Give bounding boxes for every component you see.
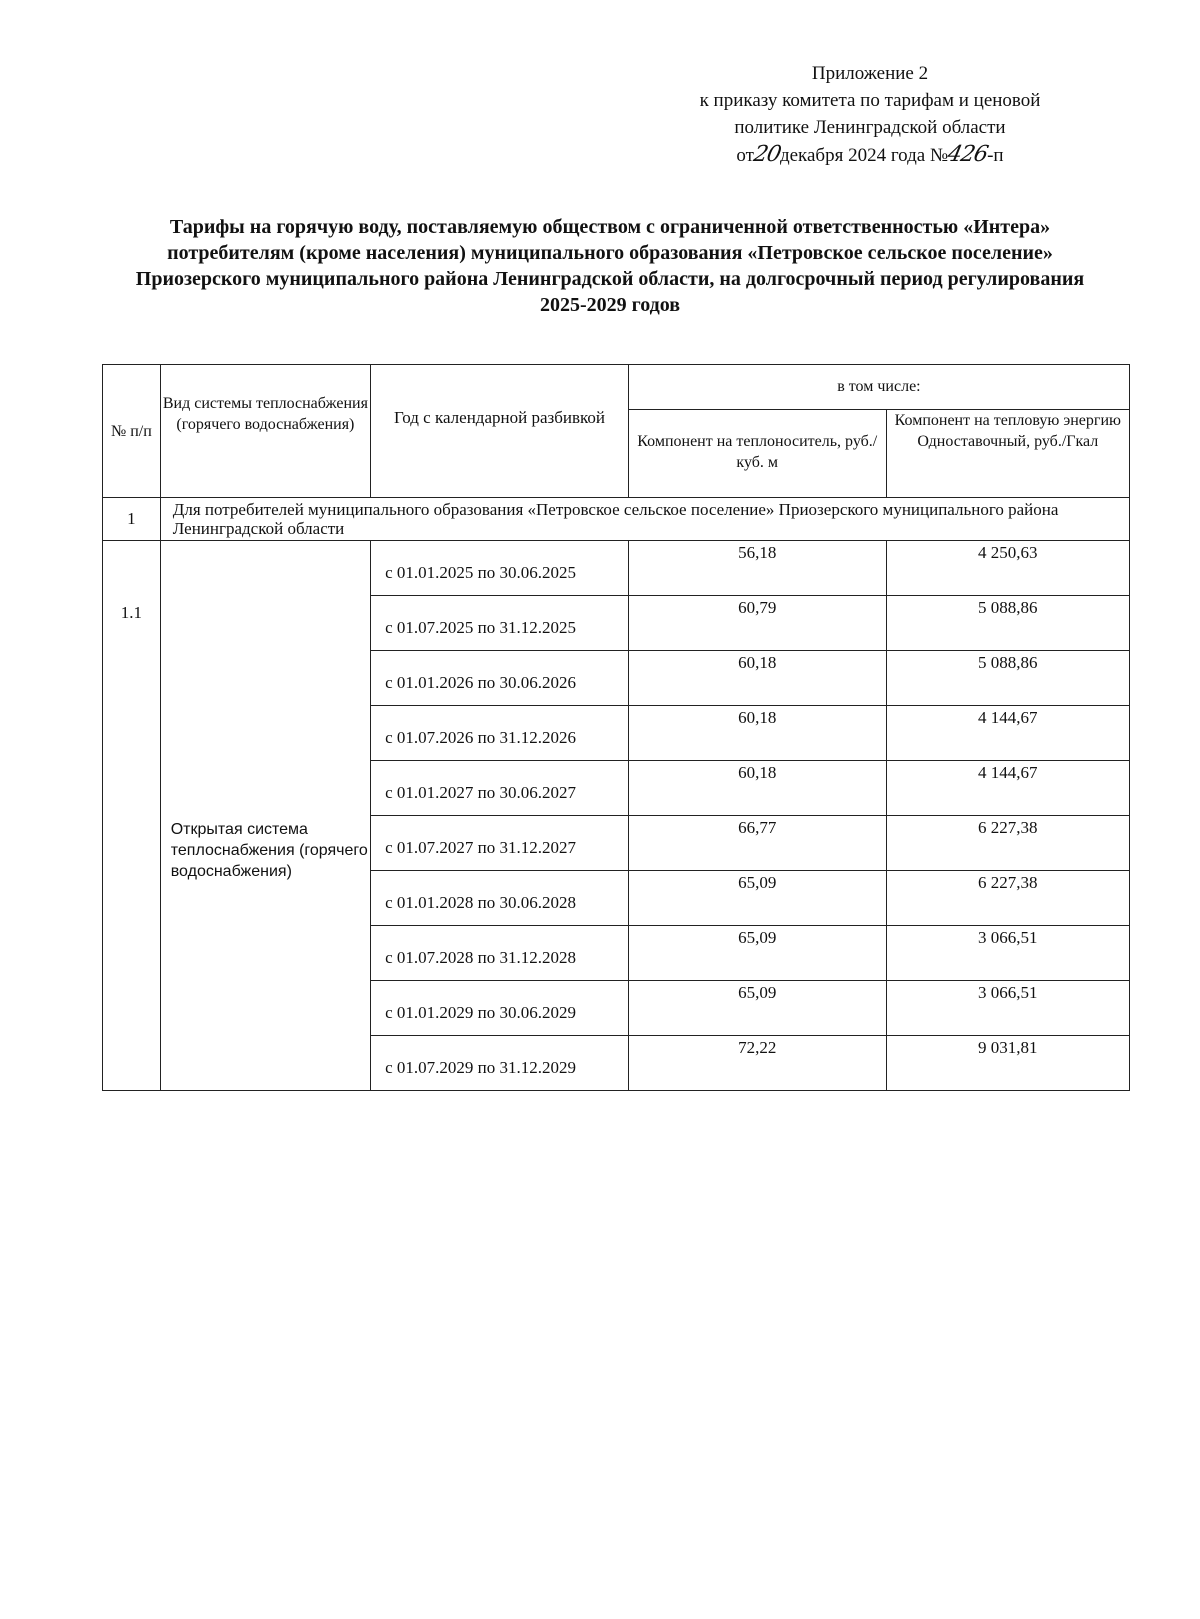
- carrier-value-cell: 65,09: [628, 871, 886, 926]
- period-cell: с 01.01.2028 по 30.06.2028: [371, 871, 629, 926]
- energy-value-cell: 4 250,63: [886, 541, 1129, 596]
- carrier-value-cell: 72,22: [628, 1036, 886, 1091]
- energy-value-cell: 4 144,67: [886, 706, 1129, 761]
- group-number: 1.1: [103, 541, 161, 1091]
- period-cell: с 01.01.2026 по 30.06.2026: [371, 651, 629, 706]
- appendix-date-line: [620, 141, 1120, 169]
- section-number: 1: [103, 498, 161, 541]
- carrier-value-cell: 60,18: [628, 761, 886, 816]
- carrier-value-cell: 60,18: [628, 651, 886, 706]
- document-title: Тарифы на горячую воду, поставляемую обществом с ограниченной ответственностью «Интера» потребителям (кроме населения) муниципального образования «Петровское сельское поселение» Приозерского муниципального района Ленинградской области, на долгосрочный период регулирования 2025-2029 годов: [135, 216, 1085, 316]
- period-cell: с 01.01.2029 по 30.06.2029: [371, 981, 629, 1036]
- carrier-value-cell: 56,18: [628, 541, 886, 596]
- section-row: [103, 498, 1130, 541]
- energy-value-cell: 3 066,51: [886, 981, 1129, 1036]
- carrier-value-cell: 66,77: [628, 816, 886, 871]
- header-component-energy: Компонент на тепловую энергию Одноставочный, руб./Гкал: [886, 410, 1129, 498]
- header-row-1: [103, 365, 1130, 410]
- appendix-line-1: Приложение 2: [811, 63, 929, 84]
- appendix-line-2: к приказу комитета по тарифам и ценовой: [699, 90, 1041, 111]
- period-cell: с 01.07.2028 по 31.12.2028: [371, 926, 629, 981]
- header-year-breakdown: Год с календарной разбивкой: [371, 365, 629, 498]
- date-suffix: -п: [987, 145, 1004, 166]
- header-number: № п/п: [103, 365, 161, 498]
- date-prefix: от: [736, 145, 754, 166]
- table-row: [103, 541, 1130, 596]
- header-including: в том числе:: [628, 365, 1129, 410]
- period-cell: с 01.07.2029 по 31.12.2029: [371, 1036, 629, 1091]
- header-component-carrier: Компонент на теплоноситель, руб./куб. м: [628, 410, 886, 498]
- header-system-type: Вид системы теплоснабжения (горячего водоснабжения): [160, 365, 370, 498]
- period-cell: с 01.01.2027 по 30.06.2027: [371, 761, 629, 816]
- group-system-type: Открытая система теплоснабжения (горячего водоснабжения): [160, 541, 370, 1091]
- energy-value-cell: 6 227,38: [886, 816, 1129, 871]
- appendix-line-3: политике Ленинградской области: [734, 117, 1006, 138]
- period-cell: с 01.01.2025 по 30.06.2025: [371, 541, 629, 596]
- appendix-header: [620, 60, 1120, 169]
- energy-value-cell: 5 088,86: [886, 651, 1129, 706]
- section-title: Для потребителей муниципального образования «Петровское сельское поселение» Приозерского муниципального района Ленинградской области: [160, 498, 1129, 541]
- handwritten-day: 20: [751, 142, 783, 167]
- energy-value-cell: 9 031,81: [886, 1036, 1129, 1091]
- energy-value-cell: 6 227,38: [886, 871, 1129, 926]
- period-cell: с 01.07.2026 по 31.12.2026: [371, 706, 629, 761]
- carrier-value-cell: 65,09: [628, 926, 886, 981]
- tariff-table: [102, 364, 1130, 1091]
- period-cell: с 01.07.2027 по 31.12.2027: [371, 816, 629, 871]
- carrier-value-cell: 60,79: [628, 596, 886, 651]
- carrier-value-cell: 60,18: [628, 706, 886, 761]
- energy-value-cell: 3 066,51: [886, 926, 1129, 981]
- period-cell: с 01.07.2025 по 31.12.2025: [371, 596, 629, 651]
- date-middle: декабря 2024 года №: [779, 145, 949, 166]
- energy-value-cell: 5 088,86: [886, 596, 1129, 651]
- handwritten-order-number: 426: [945, 142, 990, 167]
- carrier-value-cell: 65,09: [628, 981, 886, 1036]
- energy-value-cell: 4 144,67: [886, 761, 1129, 816]
